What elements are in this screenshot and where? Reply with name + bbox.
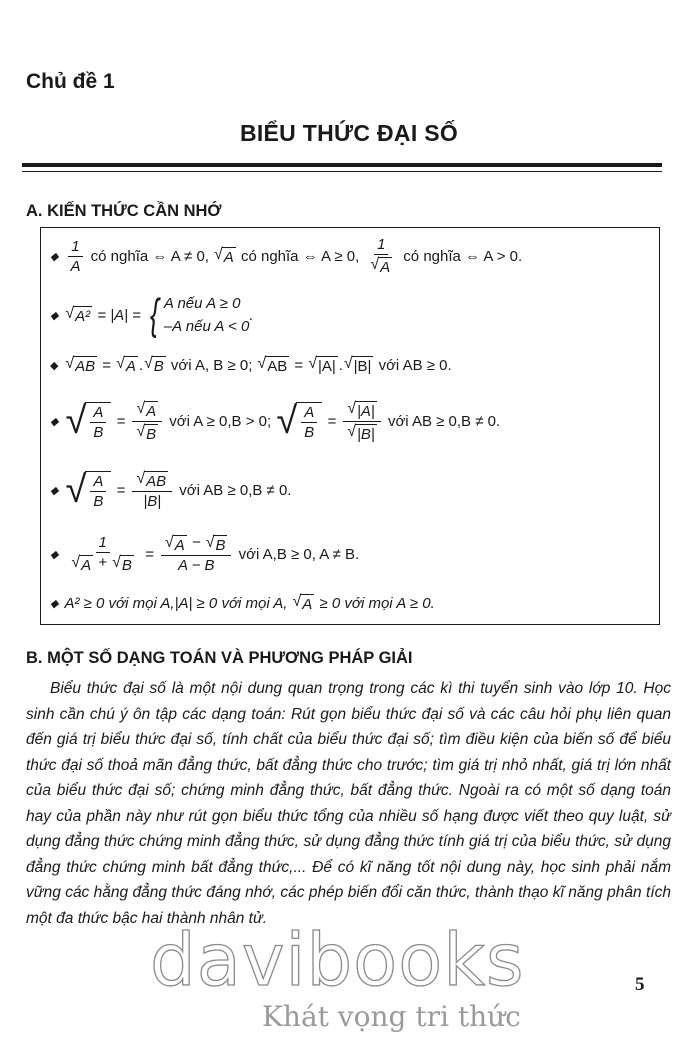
formula-text: với AB ≥ 0. xyxy=(374,357,452,374)
formula-line-4 xyxy=(50,400,500,443)
sqrt-fraction: √ $\frac{A}{B}$ xyxy=(65,402,111,441)
sqrt-expression: √ AB xyxy=(257,355,288,375)
formula-text: = xyxy=(112,481,130,499)
section-a-heading: A. KIẾN THỨC CẦN NHỚ xyxy=(26,202,222,220)
formula-text: với A, B ≥ 0; xyxy=(166,357,257,374)
sqrt-expression: √ A xyxy=(292,593,313,613)
formula-line-6 xyxy=(50,534,359,574)
page-number: 5 xyxy=(635,974,645,995)
watermark-tagline: Khát vọng tri thức xyxy=(262,1000,521,1033)
formula-text: = xyxy=(112,413,130,430)
fraction: √ AB |B| xyxy=(132,470,172,510)
formula-line-3: ◆ √ AB = √ A . √ B với A, B ≥ 0; √ AB = √ |A| . √ |B| với AB ≥ 0. xyxy=(50,355,452,375)
case-positive: A nếu A ≥ 0 xyxy=(163,295,241,312)
piecewise-cases: { A nếu A ≥ 0 –A nếu A < 0 xyxy=(150,290,250,339)
sqrt-expression: √ |B| xyxy=(343,355,372,375)
fraction: √ |A| √ |B| xyxy=(343,400,380,443)
formula-text: có nghĩa ⇔ A ≥ 0, xyxy=(236,247,364,265)
bullet-icon: ◆ xyxy=(50,416,59,428)
sqrt-fraction: √ $\frac{A}{B}$ xyxy=(276,402,322,441)
sqrt-expression: √ B xyxy=(144,355,164,375)
page-title: BIỂU THỨC ĐẠI SỐ xyxy=(239,120,459,146)
formula-text: ≥ 0 với mọi A ≥ 0. xyxy=(315,595,435,612)
watermark-logo: davibooks xyxy=(150,918,525,1002)
fraction-numerator: 1 xyxy=(374,236,388,255)
fraction: 1 √ A + √ B xyxy=(71,534,132,574)
fraction-denominator: √ A xyxy=(370,256,391,276)
formula-text: có nghĩa ⇔ A > 0. xyxy=(399,247,523,265)
case-negative: –A nếu A < 0 xyxy=(163,318,250,335)
sqrt-fraction: √ $\frac{A}{B}$ xyxy=(65,471,111,510)
chapter-label: Chủ đề 1 xyxy=(26,70,115,93)
title-divider-thin xyxy=(22,171,662,172)
fraction: √ A − √ B A − B xyxy=(161,534,231,574)
sqrt-expression: √ A xyxy=(116,355,136,375)
bullet-icon: ◆ xyxy=(50,360,59,372)
formula-text: = xyxy=(98,357,116,374)
formula-text: với AB ≥ 0,B ≠ 0. xyxy=(175,481,292,499)
sqrt-expression: √ AB xyxy=(65,355,96,375)
title-divider-thick xyxy=(22,163,662,167)
formula-text: = xyxy=(323,413,341,430)
formula-text: với A ≥ 0,B > 0; xyxy=(165,413,276,430)
formula-line-5 xyxy=(50,470,291,510)
bullet-icon: ◆ xyxy=(50,548,59,561)
formula-text: = |A| = xyxy=(93,306,146,324)
formula-text: có nghĩa ⇔ A ≠ 0, xyxy=(86,247,214,265)
formula-text: với AB ≥ 0,B ≠ 0. xyxy=(383,413,501,430)
body-paragraph: Biểu thức đại số là một nội dung quan trọng trong các kì thi tuyển sinh vào lớp 10. Học sinh cần chú ý ôn tập các dạng toán: Rút gọn biểu thức đại số và các câu hỏi phụ liên quan đến giá trị biểu thức đại số, tính chất của biểu thức đại số; tìm điều kiện của biến số để biểu thức đại số thoả mãn đẳng thức, bất đẳng thức cho trước; tìm giá trị nhỏ nhất, giá trị lớn nhất của biểu thức đại số; chứng minh đẳng thức, bất đẳng thức. Ngoài ra có một số dạng toán hay của phần này như rút gọn biểu thức tổng của nhiều số hạng được viết theo quy luật, sử dụng đẳng thức chứng minh đẳng thức, sử dụng đẳng thức tính giá trị của biểu thức, sử dụng đẳng thức chứng minh bất đẳng thức,... Để có kĩ năng tốt nội dung này, học sinh phải nắm vững các hằng đẳng thức đáng nhớ, các phép biến đổi căn thức, thành thạo kĩ năng phân tích một đa thức bậc hai thành nhân tử. xyxy=(26,680,671,927)
bullet-icon: ◆ xyxy=(50,484,59,497)
formula-text: với A,B ≥ 0, A ≠ B. xyxy=(234,545,360,563)
fraction-denominator: A xyxy=(70,257,81,275)
bullet-icon: ◆ xyxy=(50,598,59,610)
bullet-icon: ◆ xyxy=(50,309,59,322)
formula-line-2 xyxy=(50,292,253,338)
formula-line-7 xyxy=(50,594,435,613)
sqrt-expression: √ A² xyxy=(65,304,91,325)
formula-text: . xyxy=(138,357,144,374)
formula-text: . xyxy=(249,306,254,324)
formula-text: = xyxy=(290,357,308,374)
formula-text: A² ≥ 0 với mọi A,|A| ≥ 0 với mọi A, xyxy=(64,595,292,612)
formula-text: = xyxy=(140,545,159,563)
section-b-heading: B. MỘT SỐ DẠNG TOÁN VÀ PHƯƠNG PHÁP GIẢI xyxy=(26,649,413,667)
sqrt-expression: √ A xyxy=(214,245,234,266)
fraction-numerator: 1 xyxy=(68,238,82,257)
formula-line-1 xyxy=(50,236,522,276)
bullet-icon: ◆ xyxy=(50,250,59,263)
fraction: √ A √ B xyxy=(132,400,162,443)
sqrt-expression: √ |A| xyxy=(308,355,336,375)
